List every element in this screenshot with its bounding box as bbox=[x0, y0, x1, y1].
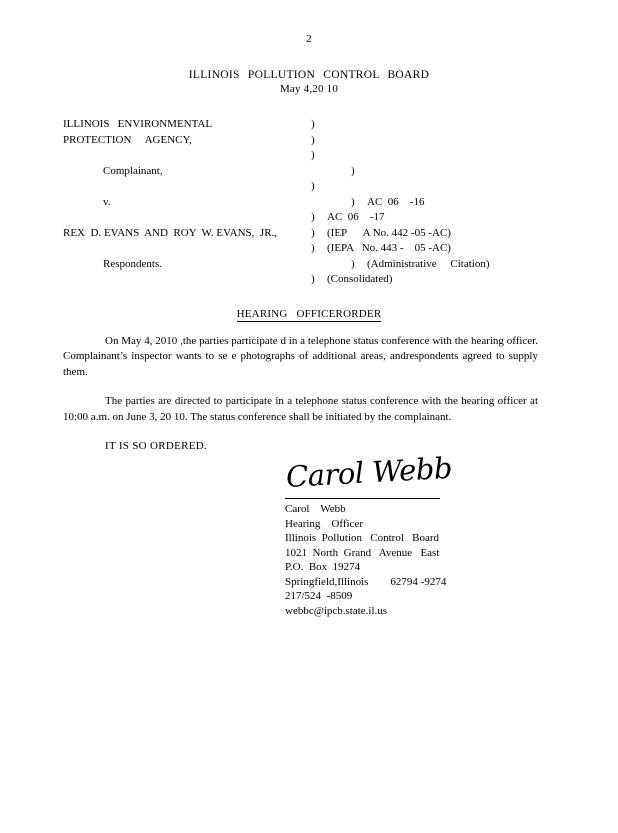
caption-paren: ) bbox=[311, 149, 315, 161]
signer-name: Carol Webb bbox=[285, 503, 346, 515]
order-heading-text: HEARING OFFICERORDER bbox=[236, 307, 382, 320]
caption-paren: ) bbox=[311, 118, 315, 130]
caption-spacer bbox=[63, 241, 311, 257]
caption-row bbox=[63, 210, 558, 226]
caption-row bbox=[63, 195, 558, 211]
respondent-line: REX D. EVANS AND ROY W. EVANS, JR., bbox=[63, 226, 278, 239]
caption-row bbox=[63, 257, 558, 273]
signer-email: webbc@ipcb.state.il.us bbox=[285, 604, 388, 617]
caption-paren: ) bbox=[351, 195, 355, 208]
caption-paren: ) bbox=[351, 164, 355, 177]
case-number-5: (Consolidated) bbox=[327, 273, 393, 285]
paragraph-1: On May 4, 2010 ,the parties participate d in a telephone status conference with the hearing officer. Complainant’s inspector wants to se e photographs of additional areas, andrespondents agreed to supply them. bbox=[63, 334, 538, 378]
case-number-4: (Administrative Citation) bbox=[367, 257, 490, 270]
versus-label: v. bbox=[103, 195, 111, 208]
signer-organization: Illinois Pollution Control Board bbox=[285, 532, 440, 544]
caption-spacer bbox=[63, 179, 311, 195]
complainant-label: Complainant, bbox=[103, 164, 163, 177]
caption-spacer bbox=[63, 272, 311, 288]
order-heading bbox=[0, 308, 618, 320]
signer-address-3: Springfield,Illinois 62794 -9274 bbox=[285, 575, 447, 588]
paragraph-2: The parties are directed to participate in a telephone status conference with the hearing officer at 10:00 a.m. on June 3, 20 10. The status conference shall be initiated by the complainant. bbox=[63, 395, 538, 423]
caption-row bbox=[63, 272, 558, 288]
signer-title: Hearing Officer bbox=[285, 517, 363, 530]
caption-row bbox=[63, 164, 558, 180]
caption-paren: ) bbox=[351, 257, 355, 270]
respondents-label: Respondents. bbox=[103, 257, 162, 270]
caption-paren: ) bbox=[311, 242, 315, 254]
document-date: May 4,20 10 bbox=[279, 83, 339, 95]
signer-phone: 217/524 -8509 bbox=[285, 590, 353, 602]
case-caption bbox=[0, 117, 618, 288]
party-line-1: ILLINOIS ENVIRONMENTAL bbox=[63, 118, 213, 130]
caption-paren: ) bbox=[311, 180, 315, 192]
case-number-0: AC 06 -16 bbox=[367, 195, 425, 208]
caption-row bbox=[63, 241, 558, 257]
caption-spacer bbox=[63, 148, 311, 164]
caption-paren: ) bbox=[311, 273, 315, 285]
board-title: ILLINOIS POLLUTION CONTROL BOARD bbox=[188, 69, 430, 81]
caption-paren: ) bbox=[311, 211, 315, 223]
caption-row bbox=[63, 117, 558, 133]
signature-block bbox=[0, 450, 618, 618]
ordered-statement: IT IS SO ORDERED. bbox=[105, 440, 208, 452]
caption-row bbox=[63, 226, 558, 242]
case-number-2: (IEP A No. 442 -05 -AC) bbox=[327, 226, 451, 239]
page-number: 2 bbox=[306, 33, 312, 45]
signer-address-1: 1021 North Grand Avenue East bbox=[285, 546, 440, 559]
case-number-3: (IEPA No. 443 - 05 -AC) bbox=[327, 242, 451, 254]
caption-row bbox=[63, 133, 558, 149]
caption-row bbox=[63, 179, 558, 195]
signature-rule bbox=[285, 498, 440, 499]
document-page bbox=[0, 33, 618, 833]
signer-address-2: P.O. Box 19274 bbox=[285, 561, 361, 573]
caption-paren: ) bbox=[311, 226, 315, 239]
caption-spacer bbox=[63, 210, 311, 226]
caption-paren: ) bbox=[311, 133, 315, 146]
caption-row bbox=[63, 148, 558, 164]
handwritten-signature: Carol Webb bbox=[285, 450, 453, 494]
party-line-2: PROTECTION AGENCY, bbox=[63, 133, 192, 146]
case-number-1: AC 06 -17 bbox=[327, 211, 385, 223]
